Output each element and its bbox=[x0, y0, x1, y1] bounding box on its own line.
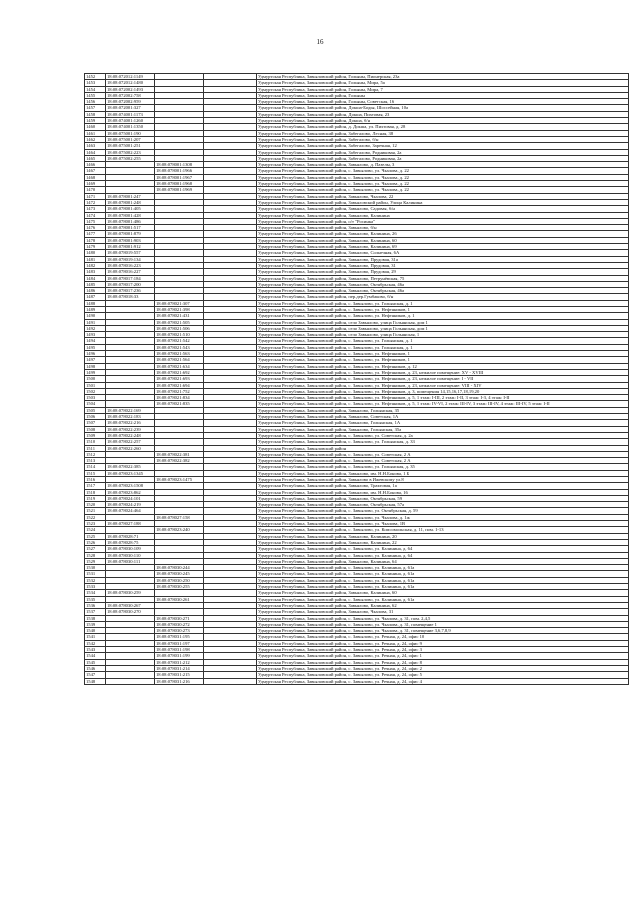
premise-number-cell: 18:08:078021:307 bbox=[155, 300, 204, 306]
cadastral-number-cell: 18:08:074001:1260 bbox=[106, 118, 155, 124]
row-number-cell: 1495 bbox=[85, 344, 106, 350]
row-number-cell: 1522 bbox=[85, 514, 106, 520]
row-number-cell: 1538 bbox=[85, 615, 106, 621]
address-cell: Удмуртская Республика, Завьяловский район, с. Завьялово, ул. Речная, д. 24, офис 2 bbox=[257, 665, 629, 671]
row-number-cell: 1475 bbox=[85, 218, 106, 224]
premise-number-cell: 18:08:078023:1475 bbox=[155, 477, 204, 483]
table-row bbox=[85, 401, 629, 407]
cadastral-number-cell: 18:08:078001:248 bbox=[106, 199, 155, 205]
premise-number-cell: 18:08:078021:694 bbox=[155, 382, 204, 388]
address-cell: Удмуртская Республика, Завьяловский район, д. Докша, ул. Пихтовая, д. 28 bbox=[257, 124, 629, 130]
row-number-cell: 1536 bbox=[85, 602, 106, 608]
address-cell: Удмуртская Республика, Завьяловский район, Докша, б/н bbox=[257, 118, 629, 124]
cadastral-number-cell: 18:08:078027:188 bbox=[106, 521, 155, 527]
row-number-cell: 1547 bbox=[85, 672, 106, 678]
address-cell: Удмуртская Республика, Завьяловский район, Завьялово, Прудовая, 31а bbox=[257, 256, 629, 262]
address-cell: Удмуртская Республика, Завьяловский район, Забегалово, Родниковая, 2а bbox=[257, 149, 629, 155]
address-cell: Удмуртская Республика, Завьяловский район, с. Завьялово, ул. Гольянская, д. 1 bbox=[257, 300, 629, 306]
premise-number-cell: 18:08:078001:1966 bbox=[155, 168, 204, 174]
cadastral-number-cell: 18:08:078022:257 bbox=[106, 439, 155, 445]
premise-number-cell: 18:08:078021:634 bbox=[155, 363, 204, 369]
address-cell: Удмуртская Республика, Завьяловский район, с. Завьялово, ул. Чкалова, д. 31, помещение 3,6,7,8,9 bbox=[257, 628, 629, 634]
cadastral-number-cell: 18:08:075001:190 bbox=[106, 130, 155, 136]
address-cell: Удмуртская Республика, Завьяловский район, с. Завьялово, ул. Советская, 2 А bbox=[257, 458, 629, 464]
address-cell: Удмуртская Республика, Завьяловский район, с. Завьялово, ул. Комсомольская, д. 11, пом. 1-13 bbox=[257, 527, 629, 533]
address-cell: Удмуртская Республика, Завьяловский район, Завьялово, Калинина, 20 bbox=[257, 533, 629, 539]
address-cell: Удмуртская Республика, Завьяловский район, Гольяны, Мира, 5а bbox=[257, 80, 629, 86]
row-number-cell: 1544 bbox=[85, 653, 106, 659]
address-cell: Удмуртская Республика, Завьяловский район, с. Завьялово, ул. Чкалова, д. 1ж bbox=[257, 514, 629, 520]
address-cell: Удмуртская Республика, Завьяловский район, Завьялово, Гольянская, 1А bbox=[257, 420, 629, 426]
address-cell: Удмуртская Республика, Завьяловский район, с. Завьялово, ул. Калинина, д. 61а bbox=[257, 584, 629, 590]
row-number-cell: 1489 bbox=[85, 306, 106, 312]
address-cell: Удмуртская Республика, Завьяловский район, с. Завьялово, ул. Нефтяников, д. 23, нежилое помещение: VIII - XIV bbox=[257, 382, 629, 388]
address-cell: Удмуртская Республика, Завьяловский район, с. Завьялово, ул. Октябрьская, д. 59 bbox=[257, 508, 629, 514]
address-cell: Удмуртская Республика, Завьяловский район, Завьялово, Советская, 1А bbox=[257, 414, 629, 420]
row-number-cell: 1479 bbox=[85, 244, 106, 250]
cadastral-number-cell: 18:08:078022:169 bbox=[106, 407, 155, 413]
row-number-cell: 1478 bbox=[85, 237, 106, 243]
address-cell: Удмуртская Республика, Завьяловский район, с. Завьялово, ул. Гольянская, д. 1 bbox=[257, 338, 629, 344]
premise-number-cell: 18:08:078030:261 bbox=[155, 596, 204, 602]
address-cell: Удмуртская Республика, Завьяловский район, Завьялово, д. Пазелы, 3 bbox=[257, 162, 629, 168]
row-number-cell: 1499 bbox=[85, 369, 106, 375]
row-number-cell: 1541 bbox=[85, 634, 106, 640]
address-cell: Удмуртская Республика, Завьяловский район, Завьялово, Гольянская, 35а bbox=[257, 426, 629, 432]
address-cell: Удмуртская Республика, Завьяловский район, Гольяны, Пионерская, 23а bbox=[257, 74, 629, 80]
premise-number-cell: 18:08:078031:199 bbox=[155, 653, 204, 659]
address-cell: Удмуртская Республика, Завьяловский район, Завьялово, Калинина, 22 bbox=[257, 539, 629, 545]
row-number-cell: 1502 bbox=[85, 388, 106, 394]
row-number-cell: 1543 bbox=[85, 647, 106, 653]
address-cell: Удмуртская Республика, Завьяловский район, Завьялово, Октябрьская, 59 bbox=[257, 495, 629, 501]
premise-number-cell: 18:08:078022:382 bbox=[155, 458, 204, 464]
row-number-cell: 1523 bbox=[85, 521, 106, 527]
address-cell: Удмуртская Республика, Завьяловский район, с. Завьялово, ул. Нефтяников, д. 12 bbox=[257, 363, 629, 369]
cadastral-number-cell: 18:08:078001:903 bbox=[106, 237, 155, 243]
cadastral-number-cell: 18:08:078018:33 bbox=[106, 294, 155, 300]
address-cell: Удмуртская Республика, Завьяловский район, Завьялово, Октябрьская, 57а bbox=[257, 502, 629, 508]
cadastral-number-cell: 18:08:078023:1508 bbox=[106, 483, 155, 489]
address-cell: Удмуртская Республика, Завьяловский район, с. Завьялово, ул. Чкалова, д. 31, пом. 2,4,5 bbox=[257, 615, 629, 621]
address-cell: Удмуртская Республика, Завьяловский район, Завьялово, Чкалова, 31 bbox=[257, 609, 629, 615]
row-number-cell: 1458 bbox=[85, 111, 106, 117]
row-number-cell: 1464 bbox=[85, 149, 106, 155]
address-cell: Удмуртская Республика, Завьяловский район, с. Завьялово, ул. Калинина, д. 61а bbox=[257, 571, 629, 577]
row-number-cell: 1465 bbox=[85, 155, 106, 161]
premise-number-cell: 18:08:078021:431 bbox=[155, 313, 204, 319]
cadastral-number-cell: 18:08:078023:1345 bbox=[106, 470, 155, 476]
address-cell: Удмуртская Республика, Завьяловский район, Завьяловский район, Улица Калинина bbox=[257, 199, 629, 205]
cadastral-number-cell: 18:08:078024:219 bbox=[106, 502, 155, 508]
row-number-cell: 1515 bbox=[85, 470, 106, 476]
premise-number-cell: 18:08:078021:398 bbox=[155, 306, 204, 312]
address-cell: Удмуртская Республика, Завьяловский район, с. Завьялово, ул. Гольянская, д. 33 bbox=[257, 439, 629, 445]
address-cell: Удмуртская Республика, Завьяловский район, с. Завьялово, ул. Калинина, д. 64 bbox=[257, 546, 629, 552]
address-cell: Удмуртская Республика, Завьяловский район, с. Завьялово, ул. Речная, д. 24, офис 5 bbox=[257, 672, 629, 678]
cadastral-number-cell: 18:08:078001:405 bbox=[106, 206, 155, 212]
row-number-cell: 1467 bbox=[85, 168, 106, 174]
row-number-cell: 1480 bbox=[85, 250, 106, 256]
address-cell: Удмуртская Республика, Завьяловский район, с. Завьялово, ул. Речная, д. 24, офис 1 bbox=[257, 653, 629, 659]
address-cell: Удмуртская Республика, Завьяловский район, Завьялово в Ижевскому ул.8 bbox=[257, 477, 629, 483]
address-cell: Удмуртская Республика, Завьяловский район, с. Завьялово, ул. Речная, д. 24, офис 9 bbox=[257, 640, 629, 646]
row-number-cell: 1453 bbox=[85, 80, 106, 86]
premise-number-cell: 18:08:078031:216 bbox=[155, 678, 204, 684]
address-cell: Удмуртская Республика, Завьяловский район, с. Завьялово, ул. Нефтяников, д. 1 bbox=[257, 313, 629, 319]
registry-body bbox=[85, 74, 629, 685]
address-cell: Удмуртская Республика, Завьяловский район, Завьялово, Калинина, 26 bbox=[257, 231, 629, 237]
address-cell: Удмуртская Республика, Завьяловский район, с. Завьялово, ул. Чкалова, д. 22 bbox=[257, 181, 629, 187]
cadastral-number-cell: 18:08:072002:1493 bbox=[106, 86, 155, 92]
cadastral-number-cell: 18:08:078028:75 bbox=[106, 539, 155, 545]
premise-number-cell: 18:08:078030:255 bbox=[155, 584, 204, 590]
address-cell: Удмуртская Республика, Завьяловский район, с. Завьялово, ул. Нефтяников, д. 5, 1 этаж: I-III, 2 этаж: I-II, 3 этаж: I-3, 4 этаж: I-II bbox=[257, 395, 629, 401]
premise-number-cell: 18:08:078030:244 bbox=[155, 565, 204, 571]
row-number-cell: 1516 bbox=[85, 477, 106, 483]
row-number-cell: 1507 bbox=[85, 420, 106, 426]
cadastral-number-cell: 18:08:078022:385 bbox=[106, 464, 155, 470]
premise-number-cell: 18:08:078031:195 bbox=[155, 634, 204, 640]
row-number-cell: 1531 bbox=[85, 571, 106, 577]
cadastral-number-cell: 18:08:075001:207 bbox=[106, 136, 155, 142]
row-number-cell: 1456 bbox=[85, 99, 106, 105]
row-number-cell: 1539 bbox=[85, 621, 106, 627]
address-cell: Удмуртская Республика, Завьяловский район, Завьялово, Калинина bbox=[257, 212, 629, 218]
row-number-cell: 1510 bbox=[85, 439, 106, 445]
row-number-cell: 1469 bbox=[85, 181, 106, 187]
address-cell: Удмуртская Республика, Завьяловский район, с. Завьялово, ул. Нефтяников, д. 23, нежилое помещение: XV - XVIII bbox=[257, 369, 629, 375]
address-cell: Удмуртская Республика, Завьяловский район, Завьялово, Калинина, 62 bbox=[257, 602, 629, 608]
cadastral-number-cell: 18:08:078022:248 bbox=[106, 432, 155, 438]
address-cell: Удмуртская Республика, Завьяловский район, с. Завьялово, ул. Речная, д. 24, офис 10 bbox=[257, 634, 629, 640]
address-cell: Удмуртская Республика, Завьяловский район, Забегалово, Заречная, 12 bbox=[257, 143, 629, 149]
row-number-cell: 1535 bbox=[85, 596, 106, 602]
premise-number-cell: 18:08:078030:273 bbox=[155, 628, 204, 634]
address-cell: Удмуртская Республика, Завьяловский район, с. Завьялово, ул. Калинина, д. 61а bbox=[257, 577, 629, 583]
cadastral-number-cell: 18:08:078001:517 bbox=[106, 225, 155, 231]
premise-number-cell: 18:08:078030:250 bbox=[155, 577, 204, 583]
row-number-cell: 1496 bbox=[85, 351, 106, 357]
address-cell: Удмуртская Республика, Завьяловский район, с. Завьялово, ул. Гольянская, д. 35 bbox=[257, 464, 629, 470]
row-number-cell: 1532 bbox=[85, 577, 106, 583]
address-cell: Удмуртская Республика, Завьяловский район, Гольяны, Мира, 7 bbox=[257, 86, 629, 92]
row-number-cell: 1540 bbox=[85, 628, 106, 634]
cadastral-number-cell: 18:08:078022:260 bbox=[106, 445, 155, 451]
address-cell: Удмуртская Республика, Завьяловский район, с. Завьялово, ул. Нефтяников, д. 5, 1 этаж: IV-VI, 2 этаж: III-IV, 3 этаж: III-IV, 4 этаж: III-IV, 5 этаж: I-II bbox=[257, 401, 629, 407]
row-number-cell: 1519 bbox=[85, 495, 106, 501]
address-cell: Удмуртская Республика, Завьяловский район, Завьялово, Калинина, 69 bbox=[257, 244, 629, 250]
address-cell: Удмуртская Республика, Завьяловский район, с. Завьялово, ул. Советская, 2 А bbox=[257, 451, 629, 457]
row-number-cell: 1494 bbox=[85, 338, 106, 344]
premise-number-cell: 18:08:078022:381 bbox=[155, 451, 204, 457]
row-number-cell: 1520 bbox=[85, 502, 106, 508]
address-cell: Удмуртская Республика, Завьяловский район, Завьялово, Октябрьская, 46а bbox=[257, 288, 629, 294]
row-number-cell: 1473 bbox=[85, 206, 106, 212]
row-number-cell: 1457 bbox=[85, 105, 106, 111]
address-cell: Удмуртская Республика, Завьяловский район, с. Завьялово, ул. Чкалова, д. 22 bbox=[257, 187, 629, 193]
premise-number-cell: 18:08:078021:505 bbox=[155, 319, 204, 325]
row-number-cell: 1533 bbox=[85, 584, 106, 590]
address-cell: Удмуртская Республика, Завьяловский район, Завьялово, им. Н.Н.Бонова, 1 Б bbox=[257, 470, 629, 476]
row-number-cell: 1461 bbox=[85, 130, 106, 136]
address-cell: Удмуртская Республика, Завьяловский район, Забегалово, б/н bbox=[257, 136, 629, 142]
row-number-cell: 1477 bbox=[85, 231, 106, 237]
row-number-cell: 1513 bbox=[85, 458, 106, 464]
premise-number-cell: 18:08:078031:214 bbox=[155, 665, 204, 671]
row-number-cell: 1485 bbox=[85, 281, 106, 287]
row-number-cell: 1512 bbox=[85, 451, 106, 457]
cadastral-number-cell: 18:08:075001:251 bbox=[106, 143, 155, 149]
address-cell: Удмуртская Республика, Завьяловский район, с. Завьялово, ул. Нефтяников, 1 bbox=[257, 357, 629, 363]
premise-number-cell: 18:08:078030:272 bbox=[155, 621, 204, 627]
address-cell: Удмуртская Республика, Завьяловский район, с. Завьялово, ул. Чкалова, д. 22 bbox=[257, 174, 629, 180]
address-cell: Удмуртская Республика, Завьяловский район, с. Завьялово, ул. Чкалова, 1В bbox=[257, 521, 629, 527]
row-number-cell: 1546 bbox=[85, 665, 106, 671]
row-number-cell: 1525 bbox=[85, 533, 106, 539]
premise-number-cell: 18:08:078001:1968 bbox=[155, 181, 204, 187]
cadastral-number-cell: 18:08:078017:236 bbox=[106, 288, 155, 294]
row-number-cell: 1466 bbox=[85, 162, 106, 168]
cadastral-number-cell: 18:08:078001:486 bbox=[106, 218, 155, 224]
row-number-cell: 1452 bbox=[85, 74, 106, 80]
row-number-cell: 1470 bbox=[85, 187, 106, 193]
row-number-cell: 1492 bbox=[85, 325, 106, 331]
page-number: 16 bbox=[316, 38, 324, 46]
row-number-cell: 1524 bbox=[85, 527, 106, 533]
address-cell: Удмуртская Республика, Завьяловский район, Завьялово, б/н bbox=[257, 225, 629, 231]
cadastral-number-cell: 18:08:078016:223 bbox=[106, 262, 155, 268]
cadastral-number-cell: 18:08:078001:879 bbox=[106, 231, 155, 237]
address-cell: Удмуртская Республика, Завьяловский район, Завьялово, Калинина, 60 bbox=[257, 590, 629, 596]
cadastral-number-cell: 18:08:078022:239 bbox=[106, 426, 155, 432]
premise-number-cell: 18:08:078027:158 bbox=[155, 514, 204, 520]
cadastral-number-cell: 18:08:072002:959 bbox=[106, 99, 155, 105]
row-number-cell: 1484 bbox=[85, 275, 106, 281]
cadastral-number-cell: 18:08:075002:255 bbox=[106, 155, 155, 161]
row-number-cell: 1498 bbox=[85, 363, 106, 369]
row-number-cell: 1534 bbox=[85, 590, 106, 596]
premise-number-cell: 18:08:078021:563 bbox=[155, 351, 204, 357]
registry-table bbox=[84, 73, 629, 685]
row-number-cell: 1526 bbox=[85, 539, 106, 545]
premise-number-cell: 18:08:078021:564 bbox=[155, 357, 204, 363]
row-number-cell: 1514 bbox=[85, 464, 106, 470]
cadastral-number-cell: 18:08:078024:101 bbox=[106, 495, 155, 501]
address-cell: Удмуртская Республика, Завьяловский район, с. Завьялово, ул. Нефтяников, д. 3, помещения 14,15,16,17,18,19,20 bbox=[257, 388, 629, 394]
row-number-cell: 1468 bbox=[85, 174, 106, 180]
address-cell: Удмуртская Республика, Завьяловский район, Гольяны bbox=[257, 92, 629, 98]
address-cell: Удмуртская Республика, Завьяловский район, о/т "Росинка" bbox=[257, 218, 629, 224]
address-cell: Удмуртская Республика, Завьяловский район, с. Завьялово, ул. Речная, д. 24, офис 8 bbox=[257, 659, 629, 665]
premise-number-cell: 18:08:078021:834 bbox=[155, 395, 204, 401]
row-number-cell: 1497 bbox=[85, 357, 106, 363]
cadastral-number-cell: 18:08:078022:216 bbox=[106, 420, 155, 426]
address-cell: Удмуртская Республика, Завьяловский район, с. Завьялово, ул. Чкалова, д. 31, помещение 1 bbox=[257, 621, 629, 627]
row-number-cell: 1491 bbox=[85, 319, 106, 325]
cadastral-number-cell: 18:08:078017:200 bbox=[106, 281, 155, 287]
cadastral-number-cell: 18:08:078024:464 bbox=[106, 508, 155, 514]
premise-number-cell: 18:08:078001:1308 bbox=[155, 162, 204, 168]
row-number-cell: 1472 bbox=[85, 199, 106, 205]
table-row bbox=[85, 678, 629, 684]
cadastral-number-cell: 18:08:078030:267 bbox=[106, 602, 155, 608]
address-cell: Удмуртская Республика, Завьяловский район, с. Завьялово, ул. Калинина, д. 61а bbox=[257, 596, 629, 602]
premise-number-cell: 18:08:078031:215 bbox=[155, 672, 204, 678]
address-cell: Удмуртская Республика, Завьяловский район, Завьялово, Солнечная, 6А bbox=[257, 250, 629, 256]
cadastral-number-cell: 18:08:078016:227 bbox=[106, 269, 155, 275]
address-cell: Удмуртская Республика, Завьяловский район, с. Завьялово, ул. Речная, д. 24, офис 4 bbox=[257, 678, 629, 684]
address-cell: Удмуртская Республика, Завьяловский район, Завьялово, им. Н.Н.Бонова, 16 bbox=[257, 489, 629, 495]
address-cell: Удмуртская Республика, Завьяловский район, пер.дер.Гумбаково, б/н bbox=[257, 294, 629, 300]
row-number-cell: 1487 bbox=[85, 294, 106, 300]
premise-number-cell: 18:08:078021:692 bbox=[155, 369, 204, 375]
cadastral-number-cell: 18:08:078030:110 bbox=[106, 552, 155, 558]
row-number-cell: 1527 bbox=[85, 546, 106, 552]
address-cell: Удмуртская Республика, Завьяловский район, Завьялово, Садовая, б/н bbox=[257, 206, 629, 212]
row-number-cell: 1504 bbox=[85, 401, 106, 407]
premise-number-cell: 18:08:078021:542 bbox=[155, 338, 204, 344]
premise-number-cell: 18:08:078031:198 bbox=[155, 647, 204, 653]
cadastral-number-cell: 18:08:072001:327 bbox=[106, 105, 155, 111]
address-cell: Удмуртская Республика, Завьяловский район, Забегалово, Лесная, 38 bbox=[257, 130, 629, 136]
cadastral-number-cell: 18:08:072012:1149 bbox=[106, 74, 155, 80]
address-cell: Удмуртская Республика, Завьяловский район, с. Завьялово, ул. Нефтяников, 1 bbox=[257, 306, 629, 312]
row-number-cell: 1537 bbox=[85, 609, 106, 615]
address-cell: Удмуртская Республика, Завьяловский район, с. Завьялово, ул. Нефтяников, 1 bbox=[257, 351, 629, 357]
row-number-cell: 1528 bbox=[85, 552, 106, 558]
row-number-cell: 1521 bbox=[85, 508, 106, 514]
address-cell: Удмуртская Республика, Завьяловский район, Завьялово, Гольянская, 35 bbox=[257, 407, 629, 413]
address-cell: Удмуртская Республика, Завьяловский район, с. Завьялово, ул. Нефтяников, д. 23, нежилое помещение: I - VII bbox=[257, 376, 629, 382]
row-number-cell: 1500 bbox=[85, 376, 106, 382]
row-number-cell: 1530 bbox=[85, 565, 106, 571]
address-cell: Удмуртская Республика, Завьяловский район, с. Завьялово, ул. Советская, д. 2а bbox=[257, 432, 629, 438]
address-cell: Удмуртская Республика, Завьяловский район, с. Завьялово, ул. Гольянская, д. 1 bbox=[257, 344, 629, 350]
premise-number-cell: 18:08:078021:835 bbox=[155, 401, 204, 407]
address-cell: Удмуртская Республика, Завьяловский район, Завьялово, Прудовая, 29 bbox=[257, 269, 629, 275]
cadastral-number-cell: 18:08:075002:223 bbox=[106, 149, 155, 155]
premise-number-cell: 18:08:078021:543 bbox=[155, 344, 204, 350]
row-number-cell: 1501 bbox=[85, 382, 106, 388]
row-number-cell: 1483 bbox=[85, 269, 106, 275]
row-number-cell: 1474 bbox=[85, 212, 106, 218]
cadastral-number-cell: 18:08:078028:71 bbox=[106, 533, 155, 539]
row-number-cell: 1545 bbox=[85, 659, 106, 665]
address-cell: Удмуртская Республика, Завьяловский район, Завьялово, Петрунёвская, 75 bbox=[257, 275, 629, 281]
cadastral-number-cell: 18:08:078023:862 bbox=[106, 489, 155, 495]
cadastral-number-cell: 18:08:078019:134 bbox=[106, 256, 155, 262]
row-number-cell: 1509 bbox=[85, 432, 106, 438]
row-number-cell: 1511 bbox=[85, 445, 106, 451]
row-number-cell: 1508 bbox=[85, 426, 106, 432]
address-cell: Удмуртская Республика, Завьяловский район, Завьялово, Чкалова, 22 bbox=[257, 193, 629, 199]
cadastral-number-cell bbox=[106, 678, 155, 684]
premise-number-cell: 18:08:078023:240 bbox=[155, 527, 204, 533]
cadastral-number-cell: 18:08:078030:111 bbox=[106, 558, 155, 564]
address-cell: Удмуртская Республика, Завьяловский район, село Завьялово, улица Гольянская, дом 1 bbox=[257, 319, 629, 325]
premise-number-cell: 18:08:078031:197 bbox=[155, 640, 204, 646]
row-number-cell: 1463 bbox=[85, 143, 106, 149]
row-number-cell: 1459 bbox=[85, 118, 106, 124]
cadastral-number-cell: 18:08:078001:247 bbox=[106, 193, 155, 199]
row-number-cell: 1517 bbox=[85, 483, 106, 489]
cadastral-number-cell: 18:08:078019:557 bbox=[106, 250, 155, 256]
row-number-cell: 1505 bbox=[85, 407, 106, 413]
premise-number-cell: 18:08:078021:752 bbox=[155, 388, 204, 394]
row-number-cell: 1503 bbox=[85, 395, 106, 401]
row-number-cell: 1506 bbox=[85, 414, 106, 420]
row-number-cell: 1481 bbox=[85, 256, 106, 262]
address-cell: Удмуртская Республика, Завьяловский район, село Завьялово, улица Гольянская, 1 bbox=[257, 332, 629, 338]
address-cell: Удмуртская Республика, Завьяловский район, Докша, Пихтовая, 23 bbox=[257, 111, 629, 117]
row-number-cell: 1488 bbox=[85, 300, 106, 306]
row-number-cell: 1460 bbox=[85, 124, 106, 130]
address-cell: Удмуртская Республика, Завьяловский район, Завьялово, Октябрьская, 46а bbox=[257, 281, 629, 287]
extra-number-cell bbox=[204, 678, 257, 684]
cadastral-number-cell: 18:08:078001:428 bbox=[106, 212, 155, 218]
row-number-cell: 1518 bbox=[85, 489, 106, 495]
address-cell: Удмуртская Республика, Завьяловский район, Завьялово, Калинина, 64 bbox=[257, 558, 629, 564]
row-number-cell: 1462 bbox=[85, 136, 106, 142]
premise-number-cell: 18:08:078021:506 bbox=[155, 325, 204, 331]
address-cell: Удмуртская Республика, Завьяловский район, Завьялово, Прудовая, 31 bbox=[257, 262, 629, 268]
row-number-cell: 1490 bbox=[85, 313, 106, 319]
row-number-cell: 1493 bbox=[85, 332, 106, 338]
row-number-cell: 1476 bbox=[85, 225, 106, 231]
cadastral-number-cell: 18:08:072002:758 bbox=[106, 92, 155, 98]
cadastral-number-cell: 18:08:078001:912 bbox=[106, 244, 155, 250]
address-cell: Удмуртская Республика, Завьяловский район, Забегалово, Родниковая, 2а bbox=[257, 155, 629, 161]
premise-number-cell: 18:08:078001:1969 bbox=[155, 187, 204, 193]
address-cell: Удмуртская Республика, Завьяловский район, с. Завьялово, ул. Речная, д. 24, офис 3 bbox=[257, 647, 629, 653]
cadastral-number-cell: 18:08:072012:1480 bbox=[106, 80, 155, 86]
row-number-cell: 1471 bbox=[85, 193, 106, 199]
address-cell: Удмуртская Республика, Завьяловский район, село Завьялово, улица Гольянская, дом 1 bbox=[257, 325, 629, 331]
cadastral-number-cell: 18:08:078017:184 bbox=[106, 275, 155, 281]
address-cell: Удмуртская Республика, Завьяловский район, с. Завьялово, ул. Калинина, д. 61а bbox=[257, 565, 629, 571]
premise-number-cell: 18:08:078030:271 bbox=[155, 615, 204, 621]
row-number-cell: 1455 bbox=[85, 92, 106, 98]
premise-number-cell: 18:08:078030:245 bbox=[155, 571, 204, 577]
premise-number-cell: 18:08:078001:1967 bbox=[155, 174, 204, 180]
premise-number-cell: 18:08:078021:510 bbox=[155, 332, 204, 338]
address-cell: Удмуртская Республика, Завьяловский район, Завьялово, Калинина, 60 bbox=[257, 237, 629, 243]
address-cell: Удмуртская Республика, Завьяловский район bbox=[257, 445, 629, 451]
cadastral-number-cell: 18:08:078030:259 bbox=[106, 590, 155, 596]
row-number-cell: 1454 bbox=[85, 86, 106, 92]
premise-number-cell: 18:08:078021:693 bbox=[155, 376, 204, 382]
address-cell: Удмуртская Республика, Завьяловский район, Докша-Бодья, Шоссейная, 10а bbox=[257, 105, 629, 111]
address-cell: Удмуртская Республика, Завьяловский район, с. Завьялово, ул. Калинина, д. 64 bbox=[257, 552, 629, 558]
row-number-cell: 1529 bbox=[85, 558, 106, 564]
premise-number-cell: 18:08:078031:212 bbox=[155, 659, 204, 665]
cadastral-number-cell: 18:08:078030:270 bbox=[106, 609, 155, 615]
address-cell: Удмуртская Республика, Завьяловский район, Завьялово, Трактовая, 1а bbox=[257, 483, 629, 489]
address-cell: Удмуртская Республика, Завьяловский район, с. Завьялово, ул. Чкалова, д. 22 bbox=[257, 168, 629, 174]
address-cell: Удмуртская Республика, Завьяловский район, Гольяны, Советская, 16 bbox=[257, 99, 629, 105]
cadastral-number-cell: 18:08:074001:1173 bbox=[106, 111, 155, 117]
cadastral-number-cell: 18:08:078022:183 bbox=[106, 414, 155, 420]
row-number-cell: 1486 bbox=[85, 288, 106, 294]
cadastral-number-cell: 18:08:078030:109 bbox=[106, 546, 155, 552]
row-number-cell: 1548 bbox=[85, 678, 106, 684]
cadastral-number-cell: 18:08:074001:1350 bbox=[106, 124, 155, 130]
row-number-cell: 1542 bbox=[85, 640, 106, 646]
row-number-cell: 1482 bbox=[85, 262, 106, 268]
